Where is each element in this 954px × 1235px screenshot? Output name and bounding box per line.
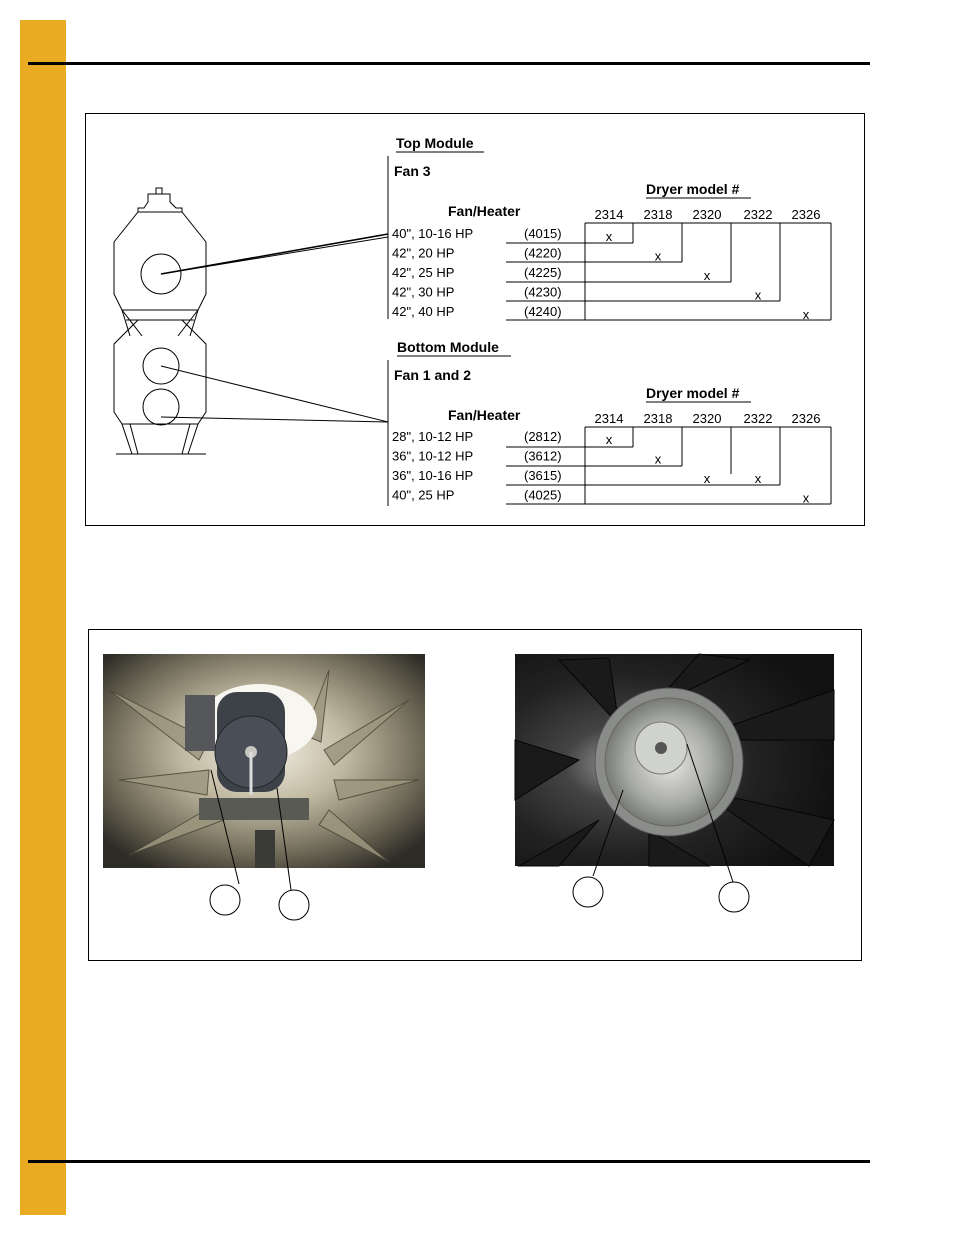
top-row-code: (4225) (524, 265, 562, 280)
bottom-module-heading: Bottom Module (397, 339, 499, 355)
top-row-mark: x (654, 248, 662, 264)
top-row-code: (4230) (524, 284, 562, 300)
bottom-row-mark: x (605, 432, 613, 447)
top-row-desc: 42", 40 HP (392, 304, 455, 319)
bottom-model-2322: 2322 (743, 411, 773, 426)
top-model-2326: 2326 (791, 207, 821, 222)
top-dryer-heading: Dryer model # (646, 181, 740, 197)
top-row-mark: x (802, 307, 810, 322)
bottom-row-code: (3612) (524, 448, 562, 464)
bottom-model-2318: 2318 (643, 411, 673, 426)
top-model-2318: 2318 (643, 207, 673, 222)
top-row-desc: 42", 30 HP (392, 284, 455, 300)
bottom-row-desc: 36", 10-12 HP (392, 448, 474, 464)
top-fan-label: Fan 3 (394, 163, 431, 179)
top-row-desc: 40", 10-16 HP (392, 226, 474, 241)
footer-rule (28, 1160, 870, 1163)
callout-1 (210, 885, 240, 915)
fan-photos-figure (89, 630, 861, 960)
bottom-row-mark: x (654, 451, 662, 467)
top-module-heading: Top Module (396, 135, 474, 151)
bottom-fan-circle-lower (143, 389, 179, 425)
top-model-headers (595, 207, 821, 222)
bottom-fan-heater-heading: Fan/Heater (448, 407, 521, 423)
fan-motor-photo (103, 654, 425, 868)
top-module-table (392, 135, 831, 322)
bottom-row-mark: x (703, 471, 711, 486)
accent-side-bar (20, 20, 66, 1215)
bottom-module-table (392, 339, 831, 506)
top-row-desc: 42", 25 HP (392, 265, 455, 280)
top-row-desc: 42", 20 HP (392, 245, 455, 261)
bottom-row-mark: x (754, 471, 762, 486)
bottom-model-2320: 2320 (692, 411, 722, 426)
top-fan-heater-heading: Fan/Heater (448, 203, 521, 219)
top-row-code: (4220) (524, 245, 562, 261)
callout-2 (279, 890, 309, 920)
top-model-2314: 2314 (594, 207, 624, 222)
bottom-model-2326: 2326 (791, 411, 821, 426)
top-row-mark: x (754, 287, 762, 303)
bottom-model-2314: 2314 (594, 411, 624, 426)
callout-3 (573, 877, 603, 907)
bottom-row-code: (2812) (524, 429, 562, 444)
top-row-code: (4240) (524, 304, 562, 319)
bottom-row-code: (4025) (524, 487, 562, 503)
bottom-fan-leader-2 (161, 417, 388, 422)
dryer-outline-drawing (114, 188, 206, 454)
header-rule (28, 62, 870, 65)
top-rows (392, 226, 810, 322)
top-row-mark: x (605, 229, 613, 244)
top-model-2322: 2322 (743, 207, 773, 222)
bottom-row-code: (3615) (524, 468, 562, 483)
bottom-fan-leader-1 (161, 366, 388, 422)
top-model-2320: 2320 (692, 207, 722, 222)
bottom-rows (392, 429, 810, 506)
top-row-mark: x (703, 268, 711, 283)
bottom-model-headers (595, 411, 821, 426)
bottom-row-mark: x (802, 490, 810, 506)
bottom-dryer-heading: Dryer model # (646, 385, 740, 401)
bottom-row-desc: 36", 10-16 HP (392, 468, 474, 483)
top-row-code: (4015) (524, 226, 562, 241)
bottom-row-desc: 28", 10-12 HP (392, 429, 474, 444)
callout-4 (719, 882, 749, 912)
bottom-row-desc: 40", 25 HP (392, 487, 455, 503)
fan-photos-panel (88, 629, 862, 961)
fan-hub-photo (515, 654, 834, 866)
bottom-fan-label: Fan 1 and 2 (394, 367, 472, 383)
fan-selection-panel (85, 113, 865, 526)
fan-selection-figure (86, 114, 864, 525)
